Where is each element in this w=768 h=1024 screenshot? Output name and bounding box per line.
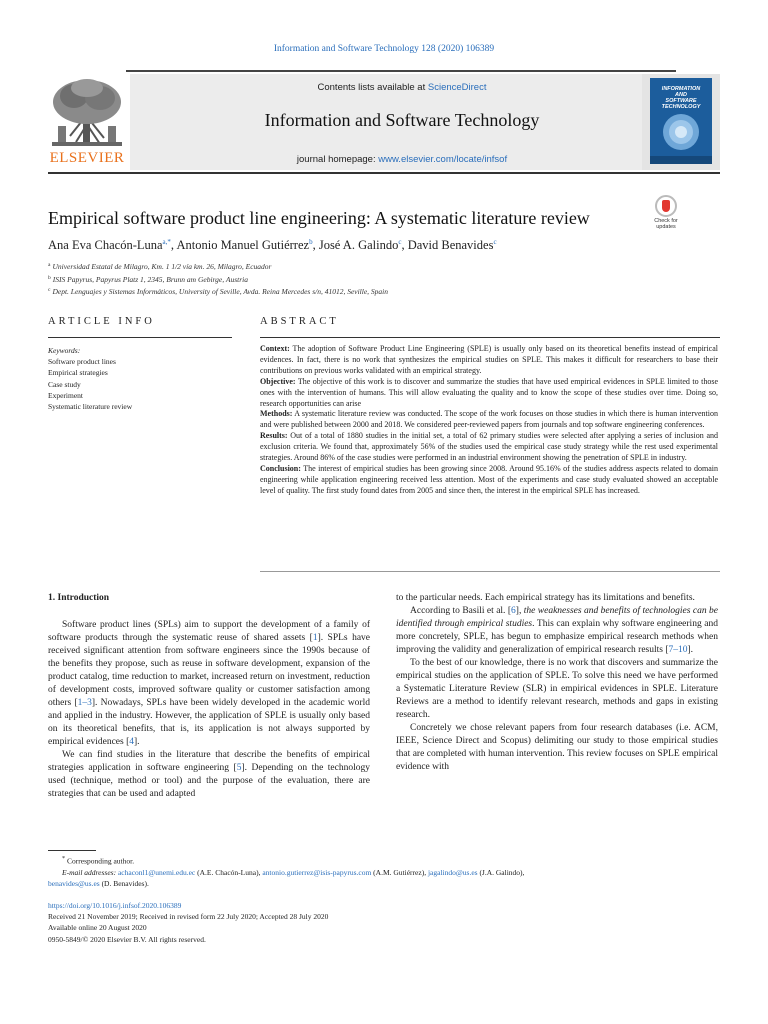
contents-line xyxy=(130,82,674,93)
body-column-left xyxy=(48,592,370,801)
body-column-right xyxy=(396,592,718,774)
author-affiliation-link[interactable]: b xyxy=(309,238,313,246)
email-link[interactable]: benavides@us.es xyxy=(48,878,100,888)
cover-title-line: SOFTWARE xyxy=(665,98,697,104)
affiliation-marker: b xyxy=(48,274,51,281)
abstract-label: Context: xyxy=(260,344,290,353)
author-name: José A. Galindo xyxy=(318,238,399,252)
abstract-text: Out of a total of 1880 studies in the initial set, a total of 62 primary studies were selected after applying a series of inclusion and exclusion criteria. We found that, approximately 56% of the studies used the empirical case study strategy while the rest used experimental strategies. Around 86% of the case studies were performed in an industrial environment showing the penetration of SPLE in industry. xyxy=(260,431,718,463)
journal-cover-thumbnail[interactable] xyxy=(642,74,720,170)
tree-icon xyxy=(48,76,126,148)
affiliation-text: ISIS Papyrus, Papyrus Platz 1, 2345, Brunn am Gebirge, Austria xyxy=(52,274,248,284)
journal-homepage-link[interactable]: www.elsevier.com/locate/infsof xyxy=(378,154,508,165)
abstract-paragraph xyxy=(260,409,718,431)
body-text: ]. xyxy=(687,645,694,655)
author-affiliation-link[interactable]: c xyxy=(493,238,497,246)
cover-title-line: TECHNOLOGY xyxy=(661,104,701,110)
keywords-list xyxy=(48,345,228,412)
author-separator: , xyxy=(312,238,319,252)
check-updates-line: updates xyxy=(656,224,676,230)
footnote-rule xyxy=(48,850,96,851)
affiliation-marker: c xyxy=(48,287,51,294)
copyright-notice: 0950-5849/© 2020 Elsevier B.V. All rights reserved. xyxy=(48,934,206,944)
email-addresses xyxy=(48,867,720,878)
body-paragraph xyxy=(396,605,718,657)
received-dates: Received 21 November 2019; Received in revised form 22 July 2020; Accepted 28 July 2020 xyxy=(48,912,329,922)
citation-link[interactable]: 6 xyxy=(511,606,516,616)
body-paragraph: Concretely we chose relevant papers from four research databases (i.e. ACM, IEEE, Science Direct and Scopus) delimiting our study to those empirical studies that are completed with human intervention. This review focuses on SPLE empirical evidence with xyxy=(396,723,718,772)
body-text: . This can explain why software engineering and more concretely, SPLE, has begun to emphasize empirical research methods when improving the validity and generalization of empirical research results [ xyxy=(396,619,718,655)
author-name: Ana Eva Chacón-Luna xyxy=(48,238,163,252)
affiliation-item xyxy=(48,285,720,298)
masthead-top-rule xyxy=(126,70,676,72)
emphasis-text: the weaknesses and benefits of technologies can be identified through empirical studies xyxy=(396,606,718,629)
journal-reference[interactable]: Information and Software Technology 128 (2020) 106389 xyxy=(273,44,495,54)
abstract-label: Conclusion: xyxy=(260,463,301,473)
abstract-text: The interest of empirical studies has been growing since 2008. Around 95.16% of the studies address aspects related to domain engineering while application engineering received less attention. Most of the experiments and case study evaluated showed an acceptable level of quality. The first study found dates from 2005 and since then, the interest in the empirical SPLE has increased. xyxy=(260,463,718,495)
abstract-label: Objective: xyxy=(260,376,296,386)
keyword-item: Experiment xyxy=(48,390,83,400)
cover-artwork xyxy=(650,78,712,164)
keyword-item: Case study xyxy=(48,379,81,389)
citation-link[interactable]: 1 xyxy=(312,633,318,643)
email-addresses-cont xyxy=(48,878,720,889)
author-separator: , xyxy=(401,238,408,252)
affiliations xyxy=(48,260,720,298)
author-affiliation-link[interactable]: a,* xyxy=(162,238,171,246)
homepage-line xyxy=(130,154,674,165)
author-separator: , xyxy=(170,238,177,252)
body-paragraph xyxy=(48,749,370,801)
online-date: Available online 20 August 2020 xyxy=(48,923,147,933)
abstract-paragraph xyxy=(260,344,718,377)
check-updates-line: Check for xyxy=(654,218,678,224)
email-owner: (A.M. Gutiérrez), xyxy=(371,867,428,877)
email-link[interactable]: antonio.gutierrez@isis-papyrus.com xyxy=(262,867,372,877)
body-text: ]. SPLs have received significant attention from software engineers since the 1990s because of the benefits they propose, such as reuse in software development, expansion of the product catalog, time reduction to market, increased return on investment, reduction of development costs, improved software quality or customer satisfaction among others [ xyxy=(48,633,370,708)
body-text: ]. Depending on the technology used (technique, method or tool) and the purpose of the evaluation, there are strategies that can be used and adapted xyxy=(48,763,370,799)
author-affiliation-link[interactable]: c xyxy=(398,238,402,246)
publisher-wordmark: ELSEVIER xyxy=(49,150,125,166)
abstract-rule xyxy=(260,337,720,338)
publication-info xyxy=(48,900,720,945)
section-heading: 1. Introduction xyxy=(48,593,110,603)
email-label: E-mail addresses: xyxy=(62,867,117,877)
journal-masthead xyxy=(48,70,720,174)
affiliation-text: Dept. Lenguajes y Sistemas Informáticos, University of Seville, Avda. Reina Mercedes s/n, 41012, Seville, Spain xyxy=(52,287,389,297)
keywords-label: Keywords: xyxy=(48,346,81,355)
masthead-banner xyxy=(130,74,674,170)
doi-link[interactable]: https://doi.org/10.1016/j.infsof.2020.106389 xyxy=(48,901,182,910)
check-updates-label xyxy=(646,218,686,230)
body-text: Software product lines (SPLs) aim to support the development of a family of software products through the systematic reuse of shared assets [ xyxy=(48,620,370,643)
author-list xyxy=(48,238,720,253)
body-paragraph: to the particular needs. Each empirical strategy has its limitations and benefits. xyxy=(396,593,695,603)
abstract-text: The objective of this work is to discover and summarize the studies that have used empirical evidences in SPLE limited to those ones with the intervention of humans. This will allow evaluating the quality and to know the scope of these studies over time. Doing so, research opportunities can arise xyxy=(260,376,718,408)
email-owner: (D. Benavides). xyxy=(99,878,149,888)
masthead-bottom-rule xyxy=(48,172,720,174)
article-info-rule xyxy=(48,337,232,338)
footnotes xyxy=(48,853,720,889)
email-owner: (J.A. Galindo), xyxy=(477,867,525,877)
body-text: ]. Nowadays, SPLs have been widely developed in the academic world and applied in the industry. However, the application of SPLE is usually only based on its theoretical benefits, that is, its application is not always supported by empirical evidences [ xyxy=(48,698,370,747)
article-title: Empirical software product line engineering: A systematic literature review xyxy=(48,208,590,228)
footnote-marker: * xyxy=(62,855,66,862)
email-owner: (A.E. Chacón-Luna), xyxy=(195,867,263,877)
abstract-paragraph xyxy=(260,431,718,464)
email-link[interactable]: jagalindo@us.es xyxy=(427,867,478,877)
citation-link[interactable]: 5 xyxy=(236,763,242,773)
email-link[interactable]: achaconl1@unemi.edu.ec xyxy=(117,867,196,877)
cover-globe-icon xyxy=(650,78,712,164)
journal-title: Information and Software Technology xyxy=(264,110,540,130)
abstract-body xyxy=(260,344,718,497)
body-text: According to Basili et al. [ xyxy=(410,606,512,616)
abstract-paragraph xyxy=(260,377,718,410)
check-for-updates-button[interactable] xyxy=(646,195,686,229)
abstract-text: A systematic literature review was conducted. The scope of the work focuses on those studies in which there is human intervention and were published between 2000 and 2018. We considered peer-reviewed papers from journals and top software engineering conferences. xyxy=(260,409,718,430)
abstract-paragraph xyxy=(260,464,718,497)
footnote-text: Corresponding author. xyxy=(67,856,135,866)
body-text: ]. xyxy=(134,737,140,747)
keyword-item: Empirical strategies xyxy=(48,368,108,378)
abstract-label: Results: xyxy=(260,431,288,441)
keyword-item: Software product lines xyxy=(48,357,116,367)
affiliation-item xyxy=(48,273,720,286)
body-text: ], xyxy=(515,606,524,616)
article-info-heading: ARTICLE INFO xyxy=(48,316,155,327)
citation-link[interactable]: 1–3 xyxy=(77,698,92,708)
homepage-prefix: journal homepage: xyxy=(296,154,379,165)
body-paragraph xyxy=(48,619,370,749)
abstract-text: The adoption of Software Product Line Engineering (SPLE) is usually only based on its theoretical benefits instead of empirical evidences. In fact, there is no work that synthesizes the empirical studies on SPLE. This makes it difficult for researchers to base their contributions on previous works validated with an empirical strategy. xyxy=(260,344,718,375)
body-paragraph: To the best of our knowledge, there is no work that discovers and summarize the empirical studies on the application of SPLE. To solve this need we have performed a Systematic Literature Review (SLR) in empirical evidences in SPLE. Literature Reviews are a method to identify relevant research, methods and gaps in existing research. xyxy=(396,658,718,720)
abstract-label: Methods: xyxy=(260,409,293,419)
citation-link[interactable]: 7–10 xyxy=(668,645,688,655)
keyword-item: Systematic literature review xyxy=(48,402,133,412)
cover-title-line: INFORMATION xyxy=(661,86,701,92)
crossmark-icon xyxy=(655,195,677,217)
author-name: David Benavides xyxy=(407,238,494,252)
cover-title-line: AND xyxy=(675,92,687,98)
citation-link[interactable]: 4 xyxy=(129,737,134,747)
contents-prefix: Contents lists available at xyxy=(317,82,428,93)
sciencedirect-link[interactable]: ScienceDirect xyxy=(427,82,487,93)
author-name: Antonio Manuel Gutiérrez xyxy=(176,238,310,252)
affiliation-marker: a xyxy=(48,262,51,268)
corresponding-author-note xyxy=(48,853,720,867)
affiliation-item xyxy=(48,260,720,273)
affiliation-text: Universidad Estatal de Milagro, Km. 1 1/2 vía km. 26, Milagro, Ecuador xyxy=(52,262,272,271)
abstract-bottom-rule xyxy=(260,571,720,572)
body-text: We can find studies in the literature that describe the benefits of empirical strategies application in software engineering [ xyxy=(48,750,370,773)
abstract-heading: ABSTRACT xyxy=(260,316,339,327)
